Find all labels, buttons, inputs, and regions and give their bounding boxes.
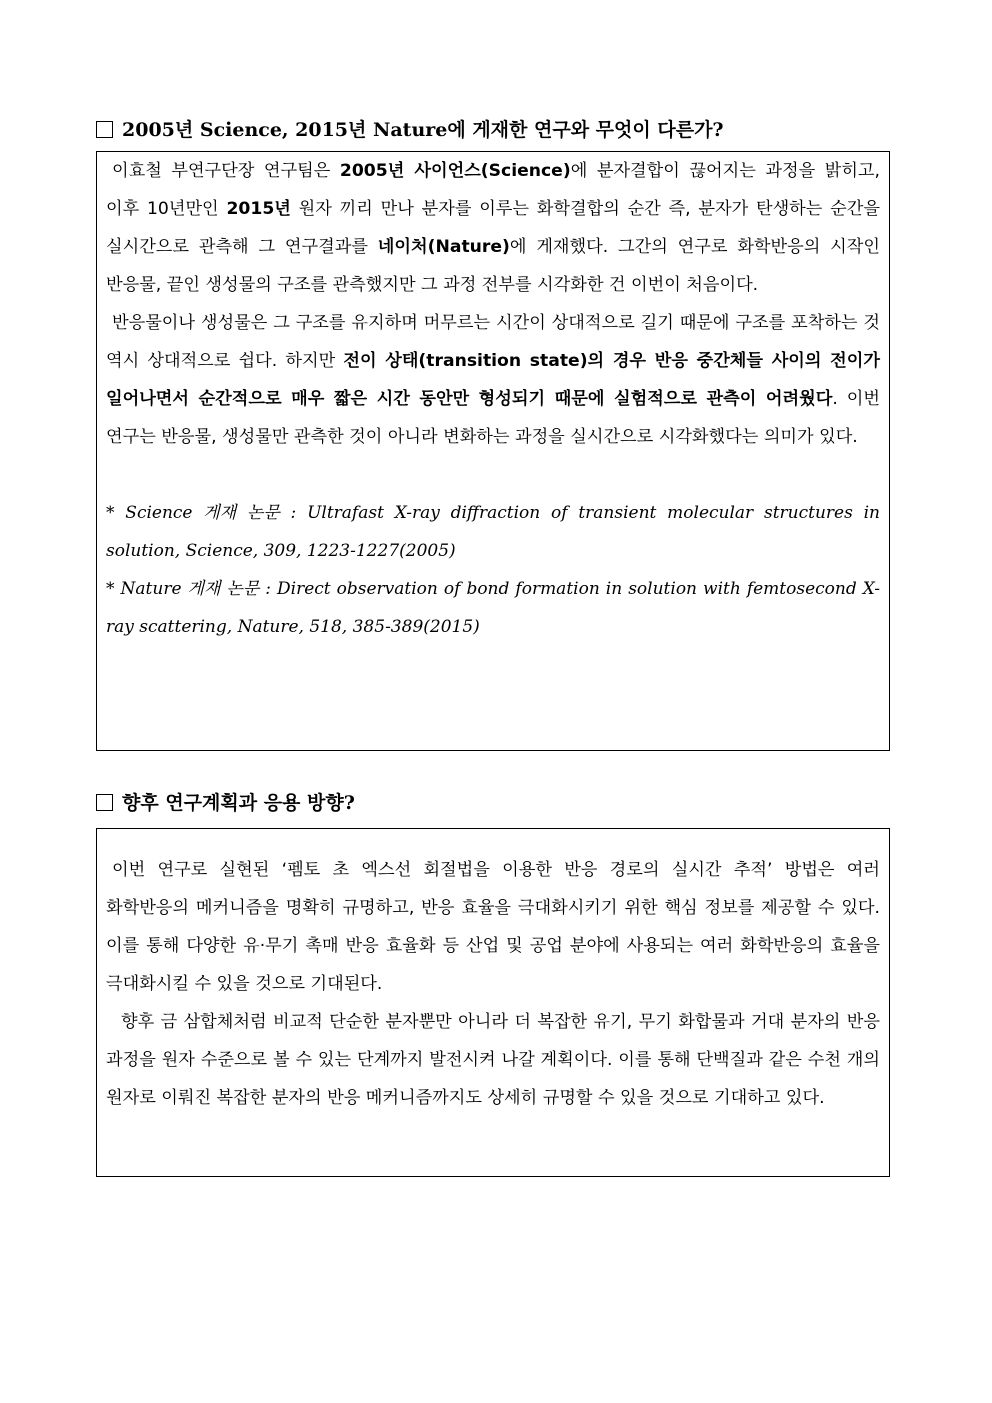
- section1-paragraph-2: [106, 304, 880, 456]
- text-run: 반응물이나 생성물은 그 구조를 유지하며 머무르는 시간이 상대적으로 길기 때문에 구조를 포착하는 것 역시 상대적으로 쉽다. 하지만: [106, 313, 880, 371]
- section2-paragraph-1: 이번 연구로 실현된 ‘펨토 초 엑스선 회절법을 이용한 반응 경로의 실시간 추적’ 방법은 여러 화학반응의 메커니즘을 명확히 규명하고, 반응 효율을 극대화시키기 위한 핵심 정보를 제공할 수 있다. 이를 통해 다양한 유·무기 촉매 반응 효율화 등 산업 및 공업 분야에 사용되는 여러 화학반응의 효율을 극대화시킬 수 있을 것으로 기대된다.: [106, 860, 880, 994]
- bold-run: 2015년: [226, 199, 291, 219]
- text-run: . 이번 연구는 반응물, 생성물만 관측한 것이 아니라 변화하는 과정을 실시간으로 시각화했다는 의미가 있다.: [106, 389, 880, 447]
- bold-run: 네이처(Nature): [377, 237, 510, 257]
- section1-heading: [96, 117, 724, 143]
- nature-reference: * Nature 게재 논문 : Direct observation of bond formation in solution with femtosecond X-ray scattering, Nature, 518, 385-389(2015): [106, 579, 880, 637]
- checkbox-square-icon: [96, 794, 113, 811]
- section2-heading-text: 향후 연구계획과 응용 방향?: [122, 792, 355, 814]
- section1-paragraph-1: [106, 152, 880, 304]
- blank-line: [106, 456, 880, 494]
- section2-panel: [96, 828, 890, 1177]
- bold-run: 2005년 사이언스(Science): [339, 161, 571, 181]
- text-run: 이효철 부연구단장 연구팀은: [112, 161, 340, 181]
- text-run: 에 분자결합이 끊어지는 과정을 밝히고, 이후 10년만인: [106, 161, 880, 219]
- checkbox-square-icon: [96, 121, 113, 138]
- section1-panel: [96, 151, 890, 751]
- science-reference: * Science 게재 논문 : Ultrafast X-ray diffraction of transient molecular structures in solution, Science, 309, 1223-1227(2005): [106, 503, 880, 561]
- bold-run: 전이 상태(transition state)의 경우 반응 중간체들 사이의 전이가 일어나면서 순간적으로 매우 짧은 시간 동안만 형성되기 때문에 실험적으로 관측이 어려웠다: [106, 351, 880, 409]
- text-run: 원자 끼리 만나 분자를 이루는 화학결합의 순간 즉, 분자가 탄생하는 순간을 실시간으로 관측해 그 연구결과를: [106, 199, 880, 257]
- section1-heading-text: 2005년 Science, 2015년 Nature에 게재한 연구와 무엇이 다른가?: [122, 119, 724, 141]
- section2-heading: [96, 790, 355, 816]
- text-run: 에 게재했다. 그간의 연구로 화학반응의 시작인 반응물, 끝인 생성물의 구조를 관측했지만 그 과정 전부를 시각화한 건 이번이 처음이다.: [106, 237, 880, 295]
- section2-paragraph-2: 향후 금 삼합체처럼 비교적 단순한 분자뿐만 아니라 더 복잡한 유기, 무기 화합물과 거대 분자의 반응 과정을 원자 수준으로 볼 수 있는 단계까지 발전시켜 나갈 계획이다. 이를 통해 단백질과 같은 수천 개의 원자로 이뤄진 복잡한 분자의 반응 메커니즘까지도 상세히 규명할 수 있을 것으로 기대하고 있다.: [106, 1012, 880, 1108]
